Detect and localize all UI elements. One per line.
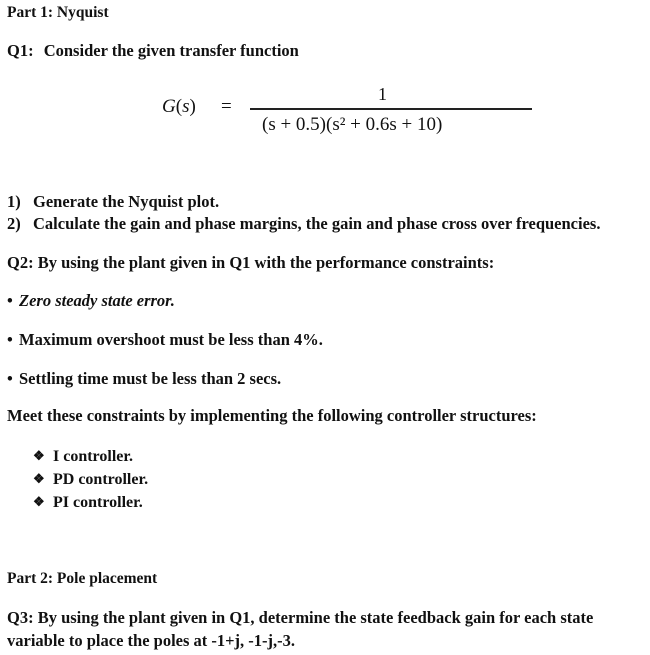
constraint-item-1: [7, 291, 175, 311]
task-text-1: Generate the Nyquist plot.: [33, 192, 220, 211]
constraint-item-2: [7, 330, 323, 350]
controller-item-3: [33, 492, 143, 513]
part2-title: Part 2: Pole placement: [7, 570, 158, 587]
tf-lhs-paren-open: (: [175, 96, 183, 117]
diamond-bullet-icon: ❖: [33, 494, 45, 509]
controller-text-2: PD controller.: [53, 471, 149, 488]
q3-line-2: variable to place the poles at -1+j, -1-j,-3.: [7, 631, 296, 650]
bullet-icon: •: [7, 330, 13, 349]
constraint-text-3: Settling time must be less than 2 secs.: [19, 369, 282, 388]
task-num-2: 2): [7, 214, 21, 233]
q2-text: Q2: By using the plant given in Q1 with the performance constraints:: [7, 253, 495, 272]
controller-item-1: [33, 446, 133, 467]
controller-item-2: [33, 469, 148, 490]
q1-prefix: Q1:: [7, 41, 34, 60]
controller-text-3: PI controller.: [53, 494, 143, 511]
tf-lhs-paren-close: ): [189, 96, 196, 117]
q1-text: Consider the given transfer function: [43, 41, 299, 60]
tf-numerator: 1: [378, 84, 387, 104]
tf-fraction-bar: [250, 108, 532, 110]
constraint-item-3: [7, 369, 281, 389]
bullet-icon: •: [7, 291, 13, 310]
tf-lhs: [162, 96, 196, 118]
task-item-1: [7, 192, 219, 212]
diamond-bullet-icon: ❖: [33, 448, 45, 463]
task-text-2: Calculate the gain and phase margins, the gain and phase cross over frequencies.: [33, 214, 601, 233]
controller-text-1: I controller.: [53, 448, 133, 465]
task-num-1: 1): [7, 192, 21, 211]
q3-line-1: Q3: By using the plant given in Q1, determine the state feedback gain for each state: [7, 608, 594, 627]
diamond-bullet-icon: ❖: [33, 471, 45, 486]
constraint-text-1: Zero steady state error.: [19, 291, 175, 310]
part1-title: Part 1: Nyquist: [7, 4, 109, 21]
tf-equals: =: [221, 96, 232, 117]
q1-heading: [7, 41, 299, 61]
tf-denominator: (s + 0.5)(s² + 0.6s + 10): [262, 114, 443, 135]
meet-constraints-text: Meet these constraints by implementing the following controller structures:: [7, 406, 537, 425]
task-item-2: [7, 214, 600, 234]
constraint-text-2: Maximum overshoot must be less than 4%.: [19, 330, 323, 349]
bullet-icon: •: [7, 369, 13, 388]
tf-lhs-s: s: [182, 96, 190, 117]
tf-lhs-g: G: [162, 96, 176, 117]
